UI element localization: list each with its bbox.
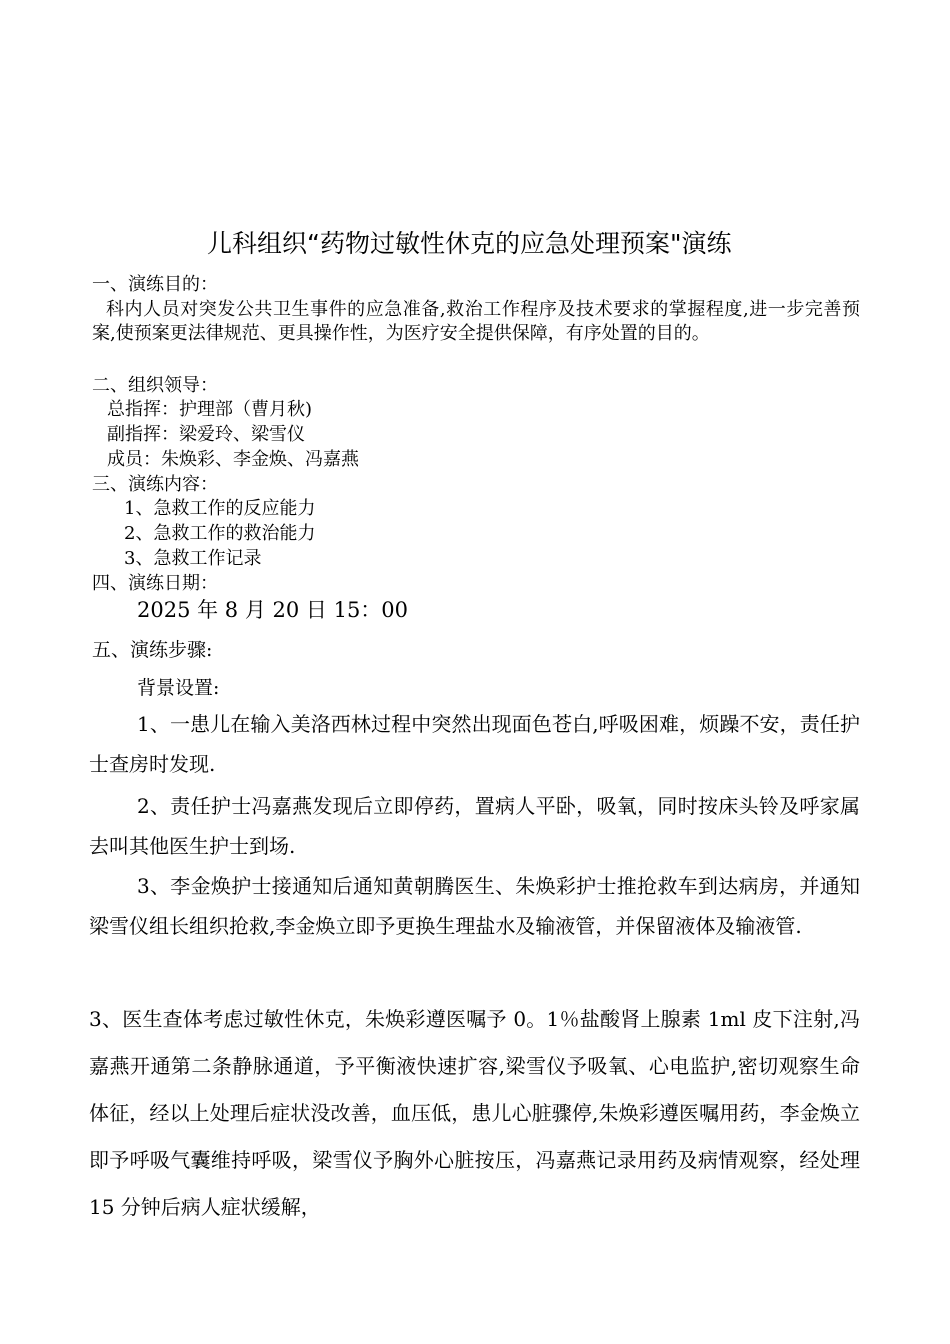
- leadership-commander: 总指挥：护理部（曹月秋): [107, 399, 313, 420]
- step-paragraph-4: 3、医生查体考虑过敏性休克，朱焕彩遵医嘱予 0。1％盐酸肾上腺素 1ml 皮下注射,冯嘉燕开通第二条静脉通道，予平衡液快速扩容,梁雪仪予吸氧、心电监护,密切观察生命体征，经以上处理后症状没改善，血压低，患儿心脏骤停,朱焕彩遵医嘱用药，李金焕立即予呼吸气囊维持呼吸，梁雪仪予胸外心脏按压，冯嘉燕记录用药及病情观察，经处理 15 分钟后病人症状缓解，: [89, 1007, 860, 1219]
- content-item-1: 1、急救工作的反应能力: [124, 498, 316, 519]
- content-item-2: 2、急救工作的救治能力: [124, 523, 316, 544]
- section-steps-heading: 五、演练步骤:: [92, 639, 213, 661]
- section-leadership-heading: 二、组织领导：: [92, 375, 218, 396]
- leadership-deputy: 副指挥：梁爱玲、梁雪仪: [107, 424, 305, 445]
- leadership-members: 成员：朱焕彩、李金焕、冯嘉燕: [107, 449, 359, 470]
- section-purpose-body: 科内人员对突发公共卫生事件的应急准备,救治工作程序及技术要求的掌握程度,进一步完善预案,使预案更法律规范、更具操作性，为医疗安全提供保障，有序处置的目的。: [92, 299, 860, 344]
- drill-date: 2025 年 8 月 20 日 15：00: [137, 598, 409, 622]
- section-content-heading: 三、演练内容：: [92, 474, 218, 495]
- background-label: 背景设置:: [137, 677, 220, 699]
- section-purpose-heading: 一、演练目的：: [92, 274, 218, 295]
- step-paragraph-2: 2、责任护士冯嘉燕发现后立即停药，置病人平卧，吸氧，同时按床头铃及呼家属去叫其他医生护士到场.: [89, 794, 860, 858]
- document-title: 儿科组织“药物过敏性休克的应急处理预案"演练: [207, 229, 732, 258]
- step-paragraph-3: 3、李金焕护士接通知后通知黄朝腾医生、朱焕彩护士推抢救车到达病房，并通知梁雪仪组长组织抢救,李金焕立即予更换生理盐水及输液管，并保留液体及输液管.: [89, 874, 860, 938]
- section-date-heading: 四、演练日期：: [92, 573, 218, 594]
- step-paragraph-1: 1、一患儿在输入美洛西林过程中突然出现面色苍白,呼吸困难，烦躁不安，责任护士查房时发现.: [89, 712, 860, 776]
- content-item-3: 3、急救工作记录: [124, 548, 262, 569]
